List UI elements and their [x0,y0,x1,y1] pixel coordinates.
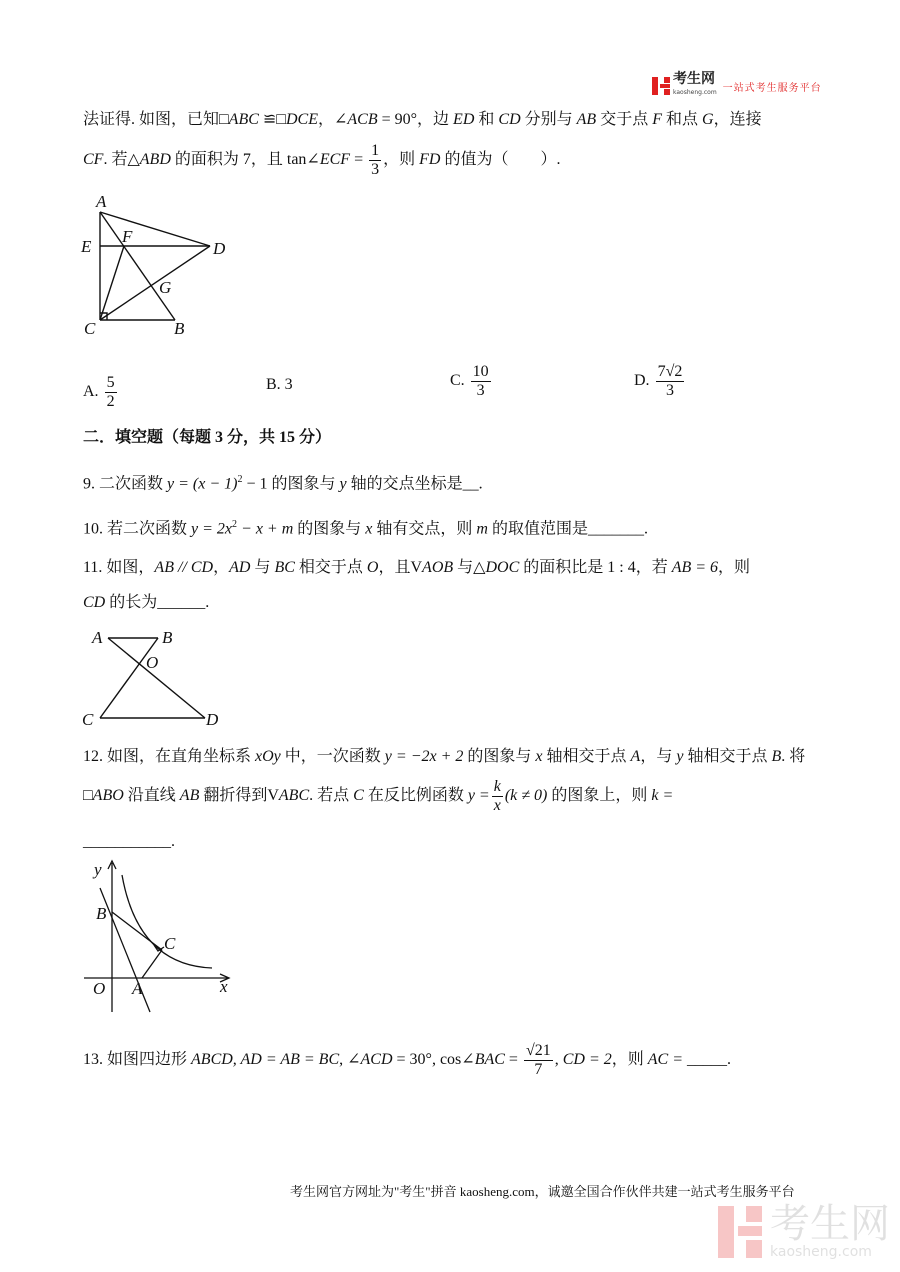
segment-bc [100,638,158,718]
option-a: A. $\frac{5}{2}$ [83,374,115,410]
q13: 13. 如图四边形 ABCD, AD = AB = BC, ∠ACD = 30°, cos∠BAC = $\frac{√21}{7}$ , CD = 2，则 AC = _____. [83,1042,732,1078]
q11-line2: CD 的长为______. [83,594,210,611]
label-o: O [146,653,159,672]
segment-cf [100,246,124,320]
label-b: B [162,628,173,647]
logo-slogan: 一站式考生服务平台 [722,82,822,94]
header-logo [652,72,822,100]
label-g: G [159,278,172,297]
q11-line1: 11. 如图，AB // CD，AD 与 BC 相交于点 O，且VAOB 与△DOC 的面积比是 1 : 4，若 AB = 6，则 [83,559,751,576]
label-c: C [164,934,176,953]
q10: 10. 若二次函数 $y = 2x^2 - x + m$ 的图象与 x 轴有交点，则 m 的取值范围是_______. [83,519,648,538]
segment-bc [112,912,162,950]
hyperbola-curve [122,875,212,968]
label-c: C [82,710,94,729]
label-b: B [174,319,185,338]
label-a: A [92,628,103,647]
q12-line3: ___________. [83,833,175,850]
label-a: A [132,979,143,998]
segment-ab [100,212,175,320]
label-f: F [122,227,133,246]
option-c: C. $\frac{10}{3}$ [450,363,489,399]
q11-figure [78,622,228,732]
label-y: y [94,860,102,879]
q9: 9. 二次函数 $y = (x - 1)^2 - 1$ 的图象与 y 轴的交点坐标是__. [83,474,483,493]
footer-text: 考生网官方网址为"考生"拼音 kaosheng.com，诚邀全国合作伙伴共建一站式考生服务平台 [290,1184,795,1199]
option-b: B. 3 [266,376,293,393]
watermark-logo-icon [718,1206,762,1258]
fraction: $\frac{1}{3}$ [371,142,380,178]
q8-figure [75,190,235,340]
line-ab [100,888,150,1012]
watermark: 考生网 kaosheng.com [718,1204,890,1260]
q8-line1: 法证得. 如图，已知□ABC ≌□DCE，∠ACB = 90°，边 ED 和 CD 分别与 AB 交于点 F 和点 G，连接 [83,111,762,128]
segment-ad [100,212,210,246]
label-x: x [220,977,228,996]
q12-figure [78,855,243,1015]
logo-brand: 考生网 kaosheng.com [673,71,717,96]
q12-line2: □ABO 沿直线 AB 翻折得到VABC. 若点 C 在反比例函数 y = $\frac{k}{x}$ (k ≠ 0) 的图象上，则 k = [83,778,674,814]
label-b: B [96,904,107,923]
q8-line2: CF. 若△ABD 的面积为 7，且 tan∠ECF = $\frac{1}{3}$ ，则 FD 的值为（ ）. [83,142,561,178]
label-o: O [93,979,106,998]
segment-ac [142,950,162,978]
label-a: A [96,192,107,211]
option-d: D. $\frac{7√2}{3}$ [634,363,683,399]
label-c: C [84,319,96,338]
label-e: E [81,237,92,256]
q12-line1: 12. 如图，在直角坐标系 xOy 中，一次函数 y = −2x + 2 的图象与 x 轴相交于点 A，与 y 轴相交于点 B. 将 [83,748,806,765]
label-d: D [213,239,226,258]
label-d: D [206,710,219,729]
segment-cd [100,246,210,320]
segment-ad [108,638,205,718]
section-title: 二．填空题（每题 3 分，共 15 分） [83,429,332,446]
logo-icon [652,77,670,95]
